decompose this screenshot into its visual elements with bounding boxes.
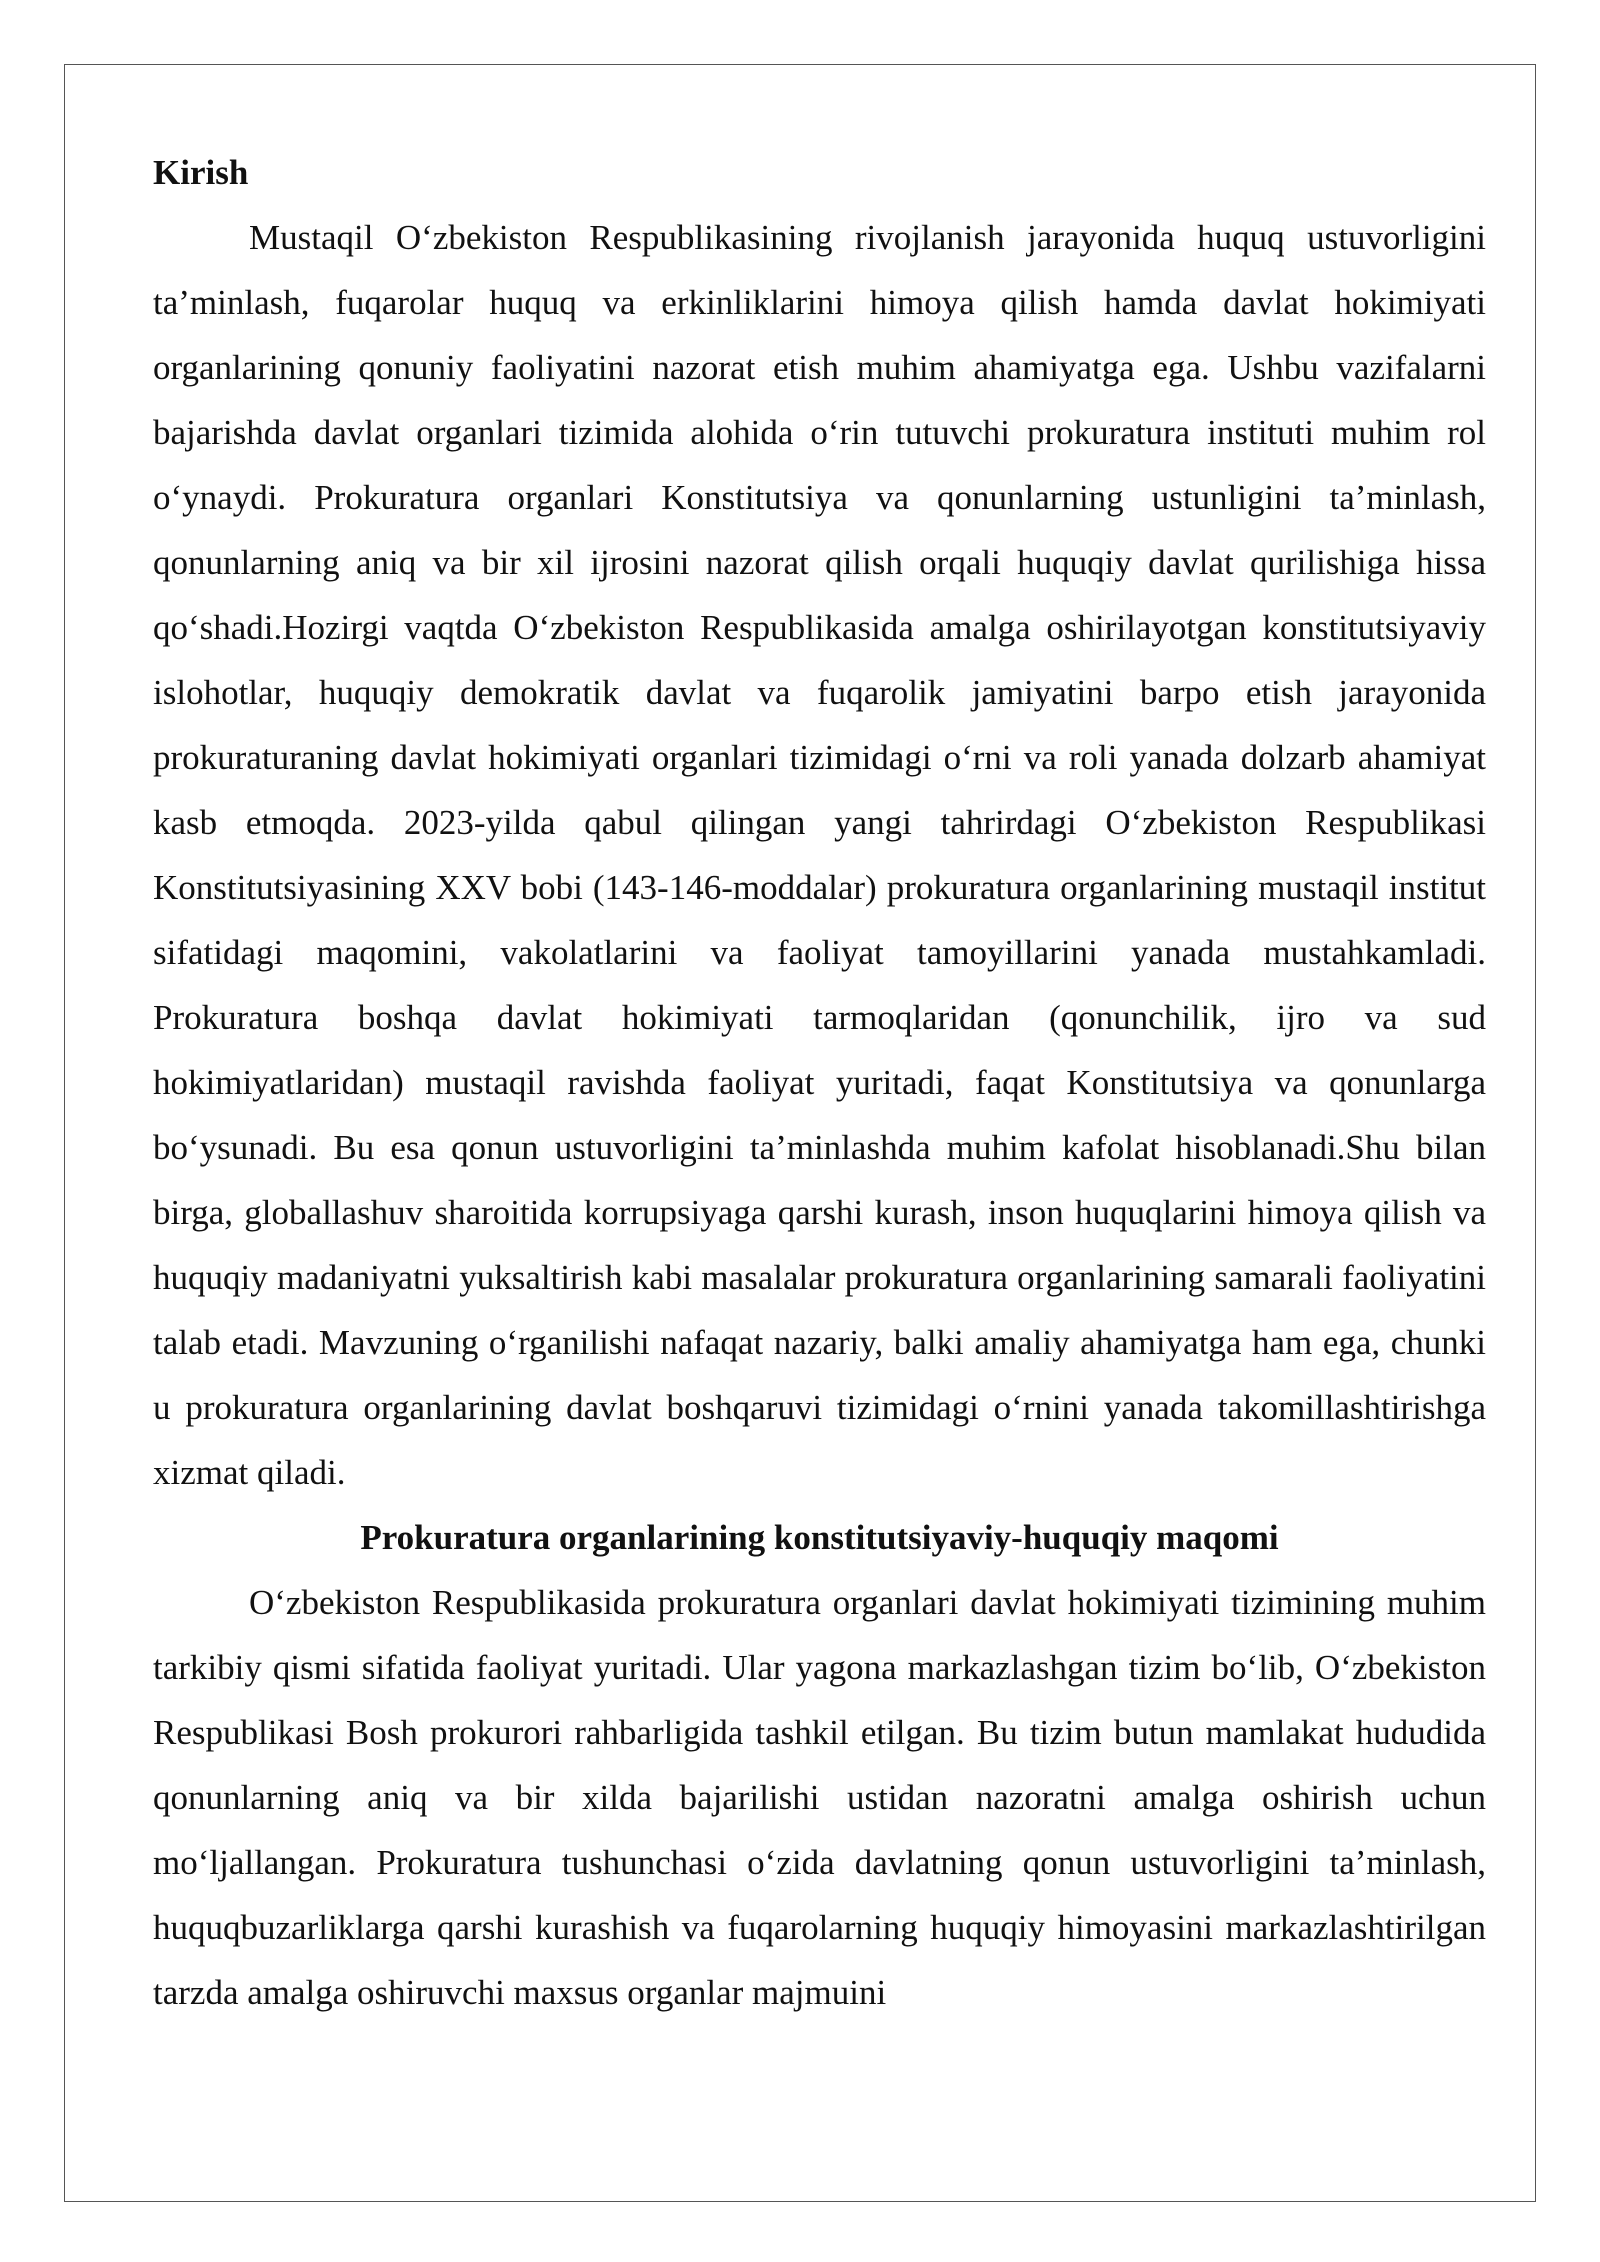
- intro-paragraph: Mustaqil O‘zbekiston Respublikasining rivojlanish jarayonida huquq ustuvorligini ta’minlash, fuqarolar huquq va erkinliklarini himoya qilish hamda davlat hokimiyati organlarining qonuniy faoliyatini nazorat etish muhim ahamiyatga ega. Ushbu vazifalarni bajarishda davlat organlari tizimida alohida o‘rin tutuvchi prokuratura instituti muhim rol o‘ynaydi. Prokuratura organlari Konstitutsiya va qonunlarning ustunligini ta’minlash, qonunlarning aniq va bir xil ijrosini nazorat qilish orqali huquqiy davlat qurilishiga hissa qo‘shadi.Hozirgi vaqtda O‘zbekiston Respublikasida amalga oshirilayotgan konstitutsiyaviy islohotlar, huquqiy demokratik davlat va fuqarolik jamiyatini barpo etish jarayonida prokuraturaning davlat hokimiyati organlari tizimidagi o‘rni va roli yanada dolzarb ahamiyat kasb etmoqda. 2023-yilda qabul qilingan yangi tahrirdagi O‘zbekiston Respublikasi Konstitutsiyasining XXV bobi (143-146-moddalar) prokuratura organlarining mustaqil institut sifatidagi maqomini, vakolatlarini va faoliyat tamoyillarini yanada mustahkamladi. Prokuratura boshqa davlat hokimiyati tarmoqlaridan (qonunchilik, ijro va sud hokimiyatlaridan) mustaqil ravishda faoliyat yuritadi, faqat Konstitutsiya va qonunlarga bo‘ysunadi. Bu esa qonun ustuvorligini ta’minlashda muhim kafolat hisoblanadi.Shu bilan birga, globallashuv sharoitida korrupsiyaga qarshi kurash, inson huquqlarini himoya qilish va huquqiy madaniyatni yuksaltirish kabi masalalar prokuratura organlarining samarali faoliyatini talab etadi. Mavzuning o‘rganilishi nafaqat nazariy, balki amaliy ahamiyatga ham ega, chunki u prokuratura organlarining davlat boshqaruvi tizimidagi o‘rnini yanada takomillashtirishga xizmat qiladi.: [153, 218, 1486, 1492]
- section-heading: Prokuratura organlarining konstitutsiyaviy-huquqiy maqomi: [360, 1518, 1279, 1557]
- intro-heading: Kirish: [153, 153, 249, 192]
- section-paragraph: O‘zbekiston Respublikasida prokuratura organlari davlat hokimiyati tizimining muhim tarkibiy qismi sifatida faoliyat yuritadi. Ular yagona markazlashgan tizim bo‘lib, O‘zbekiston Respublikasi Bosh prokurori rahbarligida tashkil etilgan. Bu tizim butun mamlakat hududida qonunlarning aniq va bir xilda bajarilishi ustidan nazoratni amalga oshirish uchun mo‘ljallangan. Prokuratura tushunchasi o‘zida davlatning qonun ustuvorligini ta’minlash, huquqbuzarliklarga qarshi kurashish va fuqarolarning huquqiy himoyasini markazlashtirilgan tarzda amalga oshiruvchi maxsus organlar majmuini: [153, 1583, 1486, 2012]
- document-body: [153, 140, 1486, 2025]
